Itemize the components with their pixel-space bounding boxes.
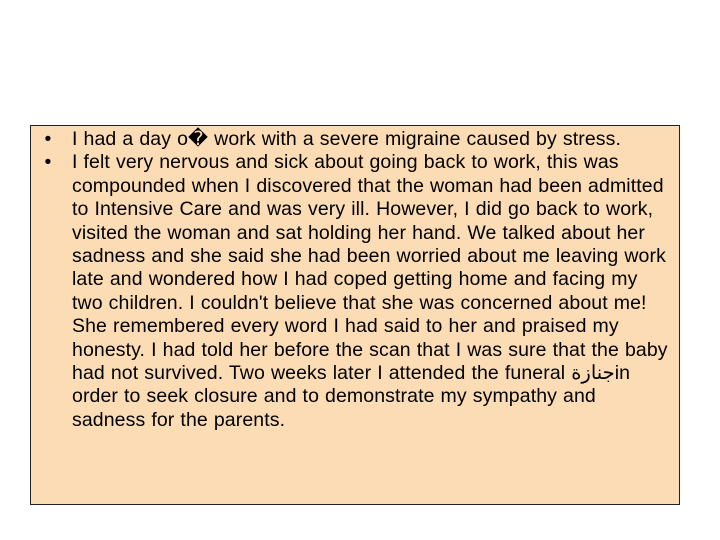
bullet-text-2-before: I felt very nervous and sick about going back to work, this was compounded when I discovered that the woman had been admitted to Intensive Care and was very ill. However, I did go back to work, visited the woman and sat holding her hand. We talked about her sadness and she said she had been worried about me leaving work late and wondered how I had coped getting home and facing my two children. I couldn't believe that she was concerned about me! She remembered every word I had said to her and praised my honesty. I had told her before the scan that I was sure that the baby had not survived. Two weeks later I attended the funeral <box>72 151 668 385</box>
bullet-text-2-after: in order to seek closure and to demonstrate my sympathy and sadness for the parents. <box>72 362 631 431</box>
bullet-dot-icon: • <box>44 128 52 150</box>
bullet-text-1: I had a day o� work with a severe migraine caused by stress. <box>72 128 621 150</box>
content-textbox <box>30 125 680 505</box>
bullet-dot-icon: • <box>44 151 52 174</box>
bullet-item-1 <box>31 128 673 151</box>
bullet-list <box>31 128 673 432</box>
arabic-word-funeral: جنازة <box>571 362 615 385</box>
bullet-item-2 <box>31 151 673 432</box>
